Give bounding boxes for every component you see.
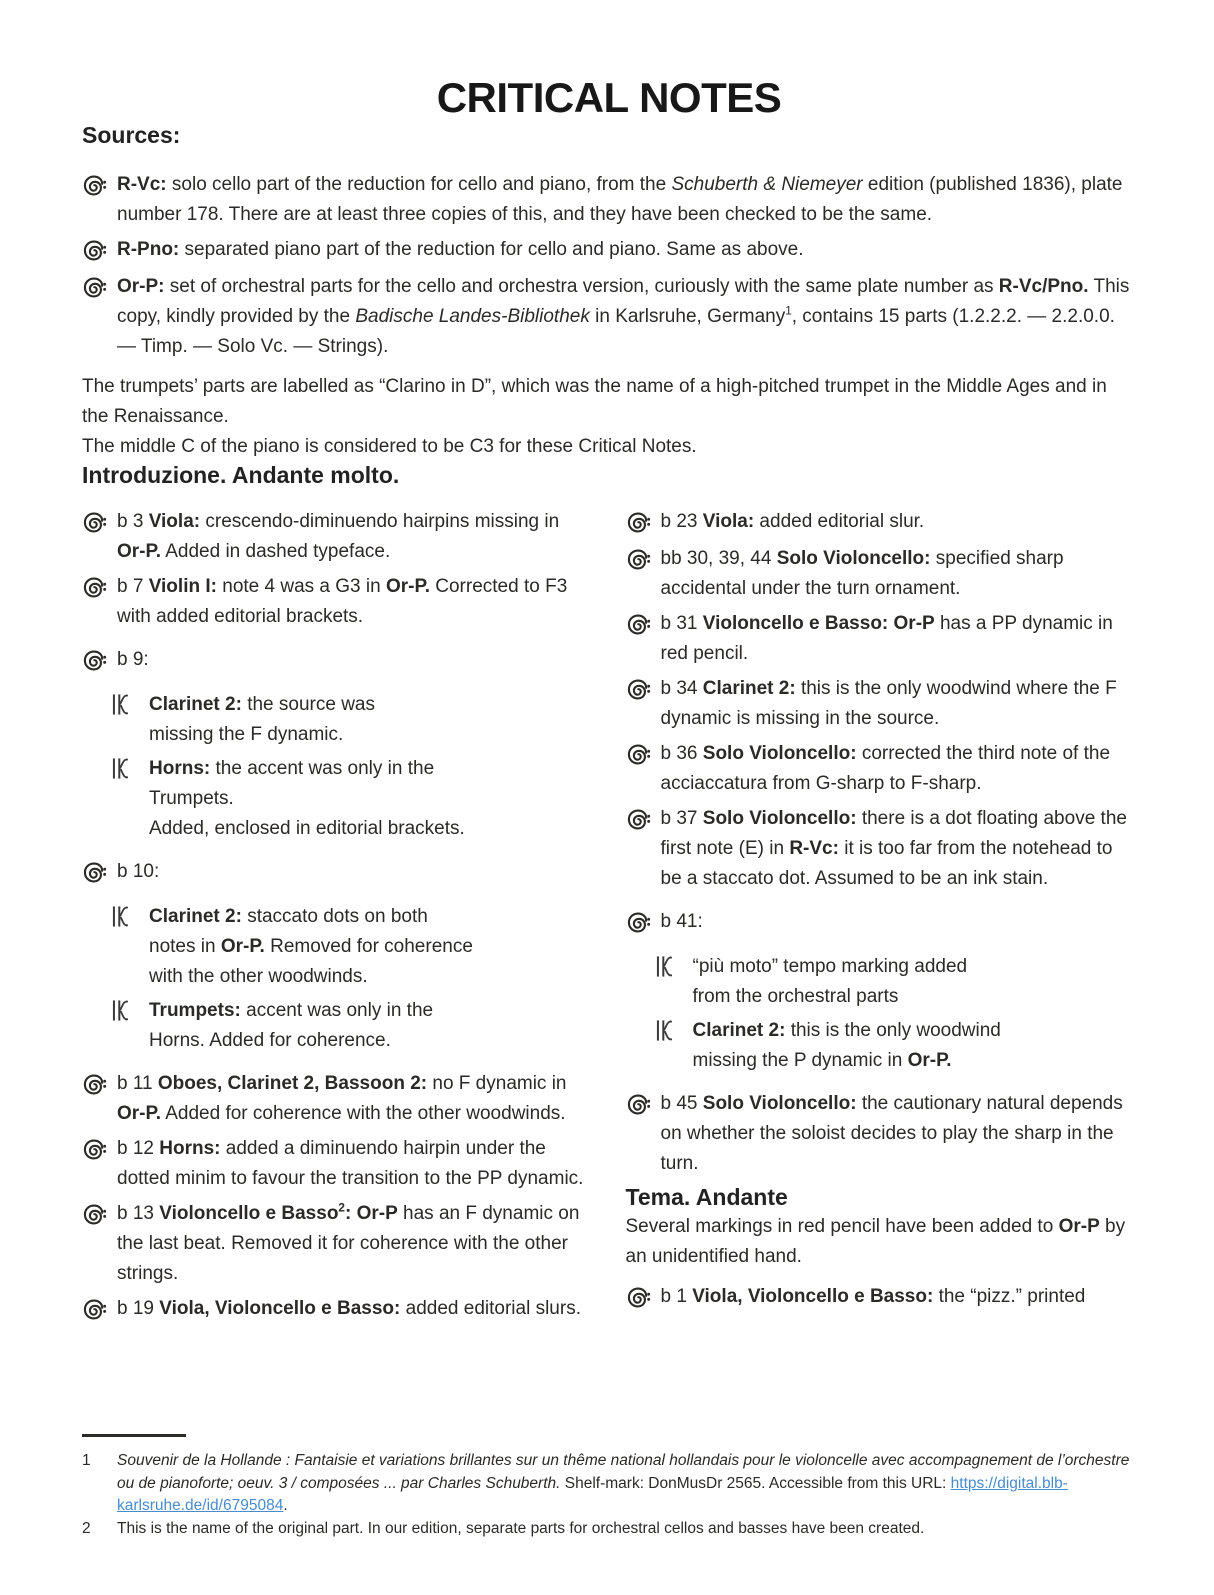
note-item — [626, 1089, 1137, 1179]
f-clef-bullet-icon — [626, 743, 651, 771]
f-clef-bullet-icon — [82, 1138, 107, 1166]
note-text: b 41: — [660, 911, 703, 933]
c-clef-bullet-icon — [111, 905, 130, 933]
note-text: b 37 Solo Violoncello: there is a dot floating above the first note (E) in R-Vc: it is too far from the notehead to be a staccato dot. Assumed to be an ink stain. — [660, 808, 1127, 890]
note-item — [82, 857, 593, 889]
f-clef-bullet-icon — [82, 649, 107, 677]
source-item-text: Or-P: set of orchestral parts for the cello and orchestra version, curiously with the same plate number as R-Vc/Pno. This copy, kindly provided by the Badische Landes-Bibliothek in Karlsruhe, Germany$^1$, contains 15 parts (1.2.2.2. — 2.2.0.0. — Timp. — Solo Vc. — Strings). — [117, 275, 1130, 357]
subnote-item — [111, 902, 593, 992]
right-column — [626, 507, 1137, 1331]
subnote-item — [655, 1016, 1137, 1076]
footnote-text: This is the name of the original part. In our edition, separate parts for orchestral cellos and basses have been created. — [117, 1519, 925, 1537]
note-item — [626, 544, 1137, 604]
note-item — [82, 1069, 593, 1129]
footnote — [82, 1518, 1135, 1541]
paragraph: The middle C of the piano is considered to be C3 for these Critical Notes. — [82, 435, 697, 457]
subnote-text: Clarinet 2: staccato dots on both notes in Or-P. Removed for coherence with the other woodwinds. — [149, 906, 473, 988]
footnote-number: 2 — [82, 1519, 91, 1537]
note-item — [626, 804, 1137, 894]
f-clef-bullet-icon — [82, 861, 107, 889]
subnote-text: Trumpets: accent was only in the Horns. Added for coherence. — [149, 1000, 434, 1052]
note-text: b 45 Solo Violoncello: the cautionary natural depends on whether the soloist decides to play the sharp in the turn. — [660, 1093, 1123, 1175]
source-item — [82, 170, 1136, 230]
sources-notes — [82, 372, 1136, 462]
subnote-item — [655, 952, 1137, 1012]
sources-list — [82, 170, 1136, 362]
subnote-text: “più moto” tempo marking added from the orchestral parts — [692, 956, 968, 1008]
f-clef-bullet-icon — [626, 511, 651, 539]
f-clef-bullet-icon — [626, 911, 651, 939]
paragraph: The trumpets’ parts are labelled as “Clarino in D”, which was the name of a high-pitched trumpet in the Middle Ages and in the Renaissance. — [82, 375, 1107, 427]
note-text: b 7 Violin I: note 4 was a G3 in Or-P. Corrected to F3 with added editorial brackets. — [117, 576, 568, 628]
f-clef-bullet-icon — [626, 548, 651, 576]
subnote-item — [111, 754, 593, 844]
note-text: b 34 Clarinet 2: this is the only woodwind where the F dynamic is missing in the source. — [660, 678, 1117, 730]
sources-heading: Sources: — [82, 122, 181, 149]
note-item — [626, 609, 1137, 669]
f-clef-bullet-icon — [626, 808, 651, 836]
c-clef-bullet-icon — [111, 999, 130, 1027]
note-item — [626, 674, 1137, 734]
note-item — [82, 507, 593, 567]
source-item-text: R-Vc: solo cello part of the reduction for cello and piano, from the Schuberth & Niemeyer edition (published 1836), plate number 178. There are at least three copies of this, and they have been checked to be the same. — [117, 173, 1123, 225]
tema-heading: Tema. Andante — [625, 1184, 788, 1211]
footnotes — [82, 1434, 1135, 1540]
f-clef-bullet-icon — [626, 678, 651, 706]
subnote-text: Clarinet 2: this is the only woodwind missing the P dynamic in Or-P. — [692, 1020, 1001, 1072]
f-clef-bullet-icon — [82, 576, 107, 604]
footnote-url-link[interactable]: https://digital.blb-karlsruhe.de/id/6795084 — [117, 1474, 1068, 1514]
c-clef-bullet-icon — [655, 1019, 674, 1047]
f-clef-bullet-icon — [82, 511, 107, 539]
note-item — [82, 1134, 593, 1194]
subnote-item — [111, 690, 593, 750]
f-clef-bullet-icon — [626, 613, 651, 641]
source-item-text: R-Pno: separated piano part of the reduction for cello and piano. Same as above. — [117, 238, 804, 260]
note-item — [626, 1282, 1137, 1314]
footnote-text: Souvenir de la Hollande : Fantaisie et variations brillantes sur un thême national hollandais pour le violoncelle avec accompagnement de l’orchestre ou de pianoforte; oeuv. 3 / composées ... par Charles Schuberth. Shelf-mark: DonMusDr 2565. Accessible from this URL: https://digital.blb-karlsruhe.de/id/6795084. — [117, 1452, 1130, 1514]
f-clef-bullet-icon — [82, 239, 107, 267]
notes-columns — [82, 507, 1136, 1331]
note-text: b 9: — [117, 649, 149, 671]
page-title: CRITICAL NOTES — [436, 74, 782, 121]
note-item — [626, 907, 1137, 939]
subnote-item — [111, 996, 593, 1056]
note-text: bb 30, 39, 44 Solo Violoncello: specified sharp accidental under the turn ornament. — [660, 548, 1064, 600]
subnote-text: Clarinet 2: the source was missing the F dynamic. — [149, 694, 375, 746]
note-text: b 11 Oboes, Clarinet 2, Bassoon 2: no F dynamic in Or-P. Added for coherence with the other woodwinds. — [117, 1073, 567, 1125]
footnote — [82, 1450, 1135, 1518]
left-column — [82, 507, 593, 1331]
source-item — [82, 235, 1136, 267]
source-item — [82, 272, 1136, 362]
note-item — [82, 572, 593, 632]
c-clef-bullet-icon — [111, 757, 130, 785]
note-text: b 1 Viola, Violoncello e Basso: the “pizz.” printed — [660, 1286, 1086, 1308]
note-item — [82, 1199, 593, 1289]
note-text: b 19 Viola, Violoncello e Basso: added editorial slurs. — [117, 1298, 581, 1320]
note-text: b 23 Viola: added editorial slur. — [660, 511, 925, 533]
f-clef-bullet-icon — [82, 1298, 107, 1326]
note-text: b 10: — [117, 861, 160, 883]
f-clef-bullet-icon — [82, 1203, 107, 1231]
f-clef-bullet-icon — [626, 1093, 651, 1121]
f-clef-bullet-icon — [626, 1286, 651, 1314]
note-text: b 31 Violoncello e Basso: Or-P has a PP dynamic in red pencil. — [660, 613, 1113, 665]
subnote-text: Horns: the accent was only in the Trumpets. Added, enclosed in editorial brackets. — [149, 758, 465, 840]
c-clef-bullet-icon — [111, 693, 130, 721]
introduzione-heading: Introduzione. Andante molto. — [82, 461, 400, 488]
footnote-number: 1 — [82, 1452, 91, 1469]
f-clef-bullet-icon — [82, 1073, 107, 1101]
note-text: b 36 Solo Violoncello: corrected the third note of the acciaccatura from G-sharp to F-sharp. — [660, 743, 1111, 795]
note-item — [626, 739, 1137, 799]
c-clef-bullet-icon — [655, 955, 674, 983]
tema-paragraph: Several markings in red pencil have been added to Or-P by an unidentified hand. — [625, 1216, 1126, 1268]
note-text: b 13 Violoncello e Basso$^2$: Or-P has an F dynamic on the last beat. Removed it for coherence with the other strings. — [117, 1202, 580, 1285]
note-item — [82, 645, 593, 677]
note-text: b 12 Horns: added a diminuendo hairpin under the dotted minim to favour the transition to the PP dynamic. — [117, 1138, 584, 1190]
footnote-rule — [82, 1434, 186, 1437]
f-clef-bullet-icon — [82, 174, 107, 202]
note-text: b 3 Viola: crescendo-diminuendo hairpins missing in Or-P. Added in dashed typeface. — [117, 511, 560, 563]
f-clef-bullet-icon — [82, 276, 107, 304]
note-item — [626, 507, 1137, 539]
note-item — [82, 1294, 593, 1326]
